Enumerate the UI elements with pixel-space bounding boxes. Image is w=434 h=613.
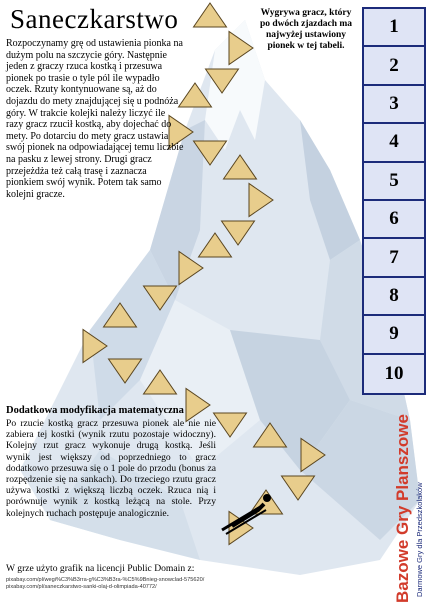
score-rung-3: 3 [364, 86, 424, 124]
winner-text: Wygrywa gracz, który po dwóch zjazdach ma najwyżej ustawiony pionek w tej tabeli. [259, 8, 353, 51]
score-rung-7: 7 [364, 239, 424, 277]
brand-logo [378, 405, 430, 605]
math-text: Po rzucie kostką gracz przesuwa pionek ale nie nie zabiera tej kostki (wynik rzutu pozostaje widoczny). Kolejny rzut gracz wykonuje drugą kostką. Jeśli wynik jest większy od poprzedniego to gracz dodatkowo przesuwa się o 1 pole do przodu (bonus za rozpędzenie się na sankach). Do trzeciego rzutu gracz używa kostki z większą liczbą oczek. Rzuca nią i porównuje wynik z kostką leżącą na stole. Przy kolejnych ruchach postępuje analogicznie. [6, 418, 216, 519]
score-rung-8: 8 [364, 278, 424, 316]
game-title: Saneczkarstwo [10, 4, 179, 34]
score-rung-4: 4 [364, 124, 424, 162]
brand-sub: Darmowe Gry dla Przedszkolaków [415, 482, 424, 597]
score-ladder [362, 7, 426, 395]
score-rung-9: 9 [364, 316, 424, 354]
brand-main: Bazowe Gry Planszowe [393, 414, 412, 603]
score-rung-1: 1 [364, 9, 424, 47]
score-rung-10: 10 [364, 355, 424, 393]
rules-text: Rozpoczynamy grę od ustawienia pionka na dużym polu na szczycie góry. Następnie jeden z graczy rzuca kostką i przesuwa pionek po trasie o tyle pól ile wypadło oczek. Rzuty kontynuowane są, aż do dojazdu do mety znajdującej się u podnóża góry. W trakcie kolejki należy liczyć ile razy gracz rzucił kostką, aby dojechać do mety. Po dotarciu do mety gracz ustawia swój pionek na odpowiadającej temu liczbie na pasku z lewej strony. Drugi gracz przejeżdża też całą trasę i zaznacza pionkiem swój wynik. Potem tak samo kolejni gracze. [6, 38, 184, 200]
math-title: Dodatkowa modyfikacja matematyczna [6, 405, 184, 416]
track-field [194, 3, 227, 27]
license-text: W grze użyto grafik na licencji Public Domain z: [6, 563, 195, 574]
score-rung-2: 2 [364, 47, 424, 85]
score-rung-6: 6 [364, 201, 424, 239]
score-rung-5: 5 [364, 163, 424, 201]
license-links: pixabay.com/pl/wegi%C3%B3rra-g%C3%B3ra-%C5%9Bnieg-snowclad-575620/ pixabay.com/pl/saneczkarstwo-sanki-olaj-d-olimpiada-40772/ [6, 577, 205, 590]
